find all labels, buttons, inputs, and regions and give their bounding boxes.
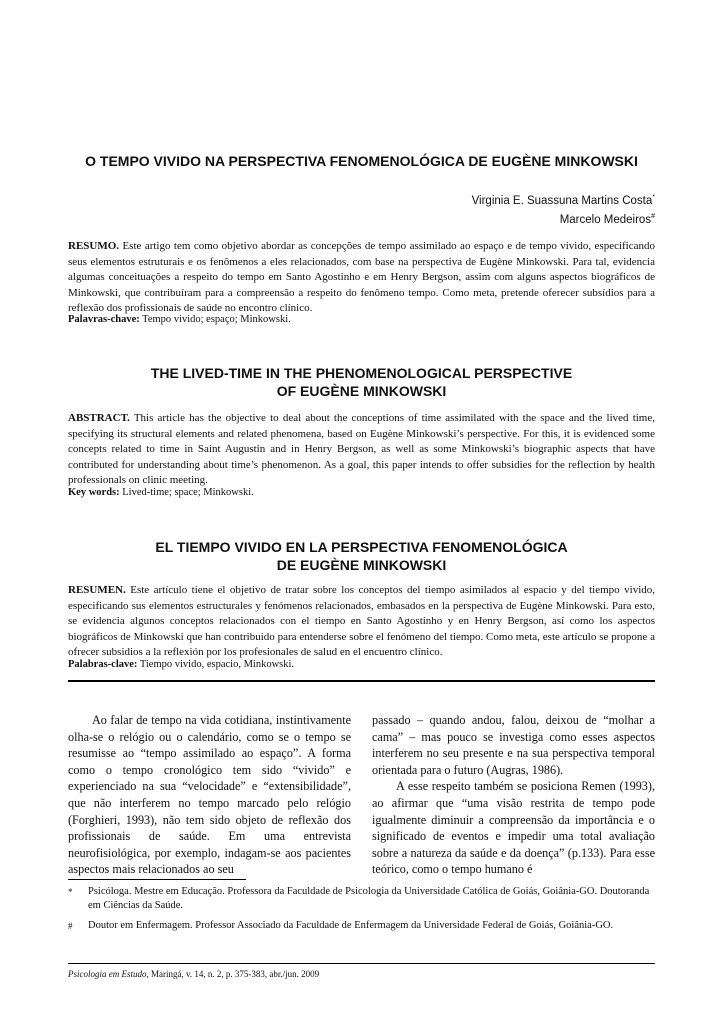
footnote-2-text: Doutor em Enfermagem. Professor Associado da Faculdade de Enfermagem da Universidade Federal de Goiás, Goiânia-GO. [88, 920, 614, 931]
footnote-1 [68, 885, 655, 913]
footer-journal: Psicologia em Estudo [68, 969, 147, 979]
body-column-right [372, 712, 655, 878]
resumen-label: RESUMEN. [68, 584, 126, 596]
author-block [472, 190, 655, 228]
palavras-chave [68, 312, 655, 327]
footnote-2-mark: # [68, 921, 73, 931]
body-column-left [68, 712, 351, 878]
title-spanish [40, 538, 683, 574]
key-words [68, 485, 655, 500]
resumo-paragraph [68, 239, 655, 317]
author-1-name: Virginia E. Suassuna Martins Costa [471, 194, 653, 207]
resumo-text: Este artigo tem como objetivo abordar as concepções de tempo assimilado ao espaço e de tempo vivido, especificando seus elementos estruturais e os fenômenos a eles relacionados, com base na perspectiva de Eugène Minkowski. Para tal, evidencia algumas conceituações a respeito do tempo em Santo Agostinho e em Henry Bergson, assim com alguns aspectos biográficos de Minkowski, que contribuíram para a compreensão a respeito do fenômeno tempo. Como meta, pretende oferecer subsídios para a reflexão dos profissionais de saúde no encontro clínico. [68, 240, 655, 314]
abstract-paragraph [68, 411, 655, 489]
body-right-paragraph-2: A esse respeito também se posiciona Remen (1993), ao afirmar que “uma visão restrita de tempo pode igualmente diminuir a compreensão da importância e o significado de eventos e impedir uma total avaliação sobre a natureza da saúde e da doença” (p.133). Para esse teórico, como o tempo humano é [372, 779, 655, 877]
body-left-paragraph: Ao falar de tempo na vida cotidiana, instintivamente olha-se o relógio ou o calendário, como se o tempo se resumisse ao “tempo assimilado ao espaço”. A forma como o tempo cronológico tem sido “vivido” e experienciado na sua “velocidade” e “extensibilidade”, que não interferem no tempo marcado pelo relógio (Forghieri, 1993), não tem sido objeto de reflexão dos profissionais de saúde. Em uma entrevista neurofisiológica, por exemplo, indagam-se aos pacientes aspectos mais relacionados ao seu [68, 713, 351, 877]
palabras-clave-label: Palabras-clave: [68, 659, 138, 670]
title-english [40, 364, 683, 400]
title-english-line-1: THE LIVED-TIME IN THE PHENOMENOLOGICAL PERSPECTIVE [150, 365, 573, 381]
title-portuguese: O TEMPO VIVIDO NA PERSPECTIVA FENOMENOLÓGICA DE EUGÈNE MINKOWSKI [85, 153, 638, 169]
body-right-paragraph-1: passado – quando andou, falou, deixou de “molhar a cama” – mas pouco se investiga como esses aspectos interferem no seu presente e na sua perspectiva temporal orientada para o futuro (Augras, 1986). [372, 713, 655, 777]
page-footer [68, 968, 655, 980]
footer-divider [68, 963, 655, 964]
abstract-label: ABSTRACT. [68, 412, 130, 424]
footnote-1-text: Psicóloga. Mestre em Educação. Professora da Faculdade de Psicologia da Universidade Católica de Goiás, Goiânia-GO. Doutoranda em Ciências da Saúde. [88, 886, 650, 911]
palabras-clave [68, 657, 655, 672]
footnote-divider [68, 879, 246, 880]
author-2-name: Marcelo Medeiros [559, 213, 652, 226]
resumen-text: Este artículo tiene el objetivo de tratar sobre los conceptos del tiempo asimilados al espacio y del tiempo vivido, especificando sus elementos estructurales y fenómenos relacionados, embasados en la perspectiva de Eugène Minkowski. Para esto, se evidencia algunos conceptos relacionados con el tiempo en Santo Agostinho y en Henry Bergson, así como los aspectos biográficos de Minkowski que han contribuido para entenderse sobre el fenómeno del tiempo. Como meta, este artículo se propone a ofrecer subsidios a la reflexión por los profesionales de salud en el encuentro clínico. [68, 584, 655, 658]
section-divider [68, 680, 655, 682]
resumen-paragraph [68, 583, 655, 661]
footnote-1-mark: * [68, 887, 73, 897]
resumo-label: RESUMO. [68, 240, 120, 252]
key-words-label: Key words: [68, 487, 120, 498]
palavras-chave-text: Tempo vivido; espaço; Minkowski. [139, 314, 291, 325]
title-english-line-2: OF EUGÈNE MINKOWSKI [276, 383, 447, 399]
footnote-2 [68, 919, 655, 933]
palabras-clave-text: Tiempo vivido, espacio, Minkowski. [137, 659, 295, 670]
abstract-text: This article has the objective to deal about the conceptions of time assimilated with the space and the lived time, specifying its structural elements and related phenomena, based on Eugène Minkowski’s perspective. For this, it is evidenced some concepts related to time in Saint Augustin and in Henry Bergson, as well as some Minkowski’s biographic aspects that have contributed for understanding about time’s phenomenon. As a goal, this paper intends to offer subsidies for the reflection by health professionals on clinic meeting. [68, 412, 655, 486]
author-1 [472, 190, 655, 209]
author-2-mark: # [651, 212, 655, 220]
palavras-chave-label: Palavras-chave: [68, 314, 140, 325]
footer-citation: , Maringá, v. 14, n. 2, p. 375-383, abr./jun. 2009 [146, 969, 320, 979]
author-2 [472, 209, 655, 228]
title-spanish-line-1: EL TIEMPO VIVIDO EN LA PERSPECTIVA FENOMENOLÓGICA [155, 539, 568, 555]
author-1-mark: * [652, 194, 655, 201]
key-words-text: Lived-time; space; Minkowski. [119, 487, 254, 498]
title-spanish-line-2: DE EUGÈNE MINKOWSKI [276, 557, 447, 573]
